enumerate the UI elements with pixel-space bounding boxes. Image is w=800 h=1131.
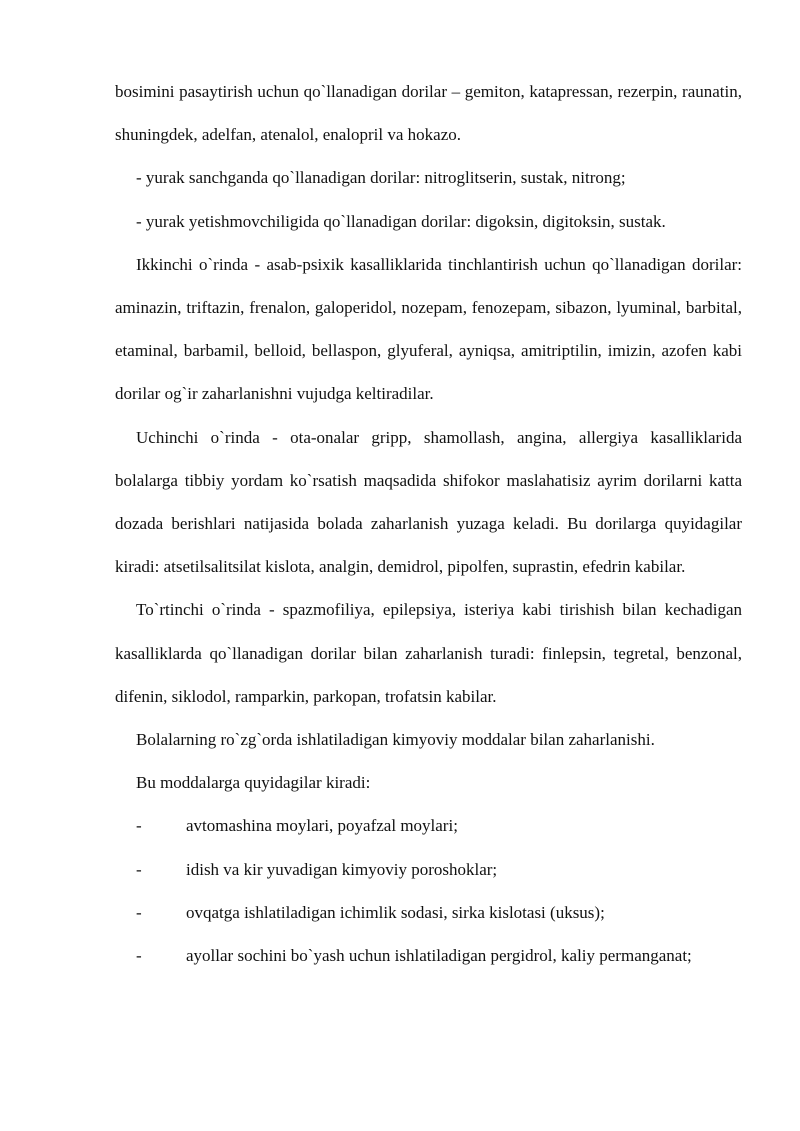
paragraph-heart-failure-drugs: - yurak yetishmovchiligida qo`llanadigan dorilar: digoksin, digitoksin, sustak. [136, 211, 666, 231]
list-item-text: idish va kir yuvadigan kimyoviy poroshoklar; [186, 859, 498, 879]
list-item [115, 848, 742, 891]
paragraph-heart-pain-drugs: - yurak sanchganda qo`llanadigan dorilar: nitroglitserin, sustak, nitrong; [136, 168, 626, 188]
list-dash: - [136, 859, 142, 879]
paragraph-household-chemicals-heading: Bolalarning ro`zg`orda ishlatiladigan kimyoviy moddalar bilan zaharlanishi. [136, 730, 655, 750]
list-item [115, 934, 742, 977]
paragraph-fourth-place: To`rtinchi o`rinda - spazmofiliya, epilepsiya, isteriya kabi tirishish bilan kechadigan kasalliklarda qo`llanadigan dorilar bilan zaharlanish turadi: finlepsin, tegretal, benzonal, difenin, siklodol, ramparkin, parkopan, trofatsin kabilar. [115, 600, 742, 706]
list-dash: - [136, 816, 142, 836]
list-item [115, 891, 742, 934]
list-dash: - [136, 946, 142, 966]
list-item [115, 804, 742, 847]
list-item-text: ayollar sochini bo`yash uchun ishlatiladigan pergidrol, kaliy permanganat; [186, 946, 692, 966]
paragraph-blood-pressure-drugs: bosimini pasaytirish uchun qo`llanadigan dorilar – gemiton, katapressan, rezerpin, raunatin, shuningdek, adelfan, atenalol, enalopril va hokazo. [115, 82, 742, 145]
paragraph-third-place: Uchinchi o`rinda - ota-onalar gripp, shamollash, angina, allergiya kasalliklarida bolalarga tibbiy yordam ko`rsatish maqsadida shifokor maslahatisiz ayrim dorilarni katta dozada berishlari natijasida bolada zaharlanish yuzaga keladi. Bu dorilarga quyidagilar kiradi: atsetilsalitsilat kislota, analgin, demidrol, pipolfen, suprastin, efedrin kabilar. [115, 427, 742, 577]
document-page [115, 70, 742, 977]
paragraph-list-intro: Bu moddalarga quyidagilar kiradi: [136, 773, 371, 793]
list-item-text: ovqatga ishlatiladigan ichimlik sodasi, sirka kislotasi (uksus); [186, 902, 605, 922]
list-item-text: avtomashina moylari, poyafzal moylari; [186, 816, 458, 836]
list-dash: - [136, 902, 142, 922]
paragraph-second-place: Ikkinchi o`rinda - asab-psixik kasalliklarida tinchlantirish uchun qo`llanadigan dorilar: aminazin, triftazin, frenalon, galoperidol, nozepam, fenozepam, sibazon, lyuminal, barbital, etaminal, barbamil, belloid, bellaspon, glyuferal, ayniqsa, amitriptilin, imizin, azofen kabi dorilar og`ir zaharlanishni vujudga keltiradilar. [115, 254, 742, 404]
